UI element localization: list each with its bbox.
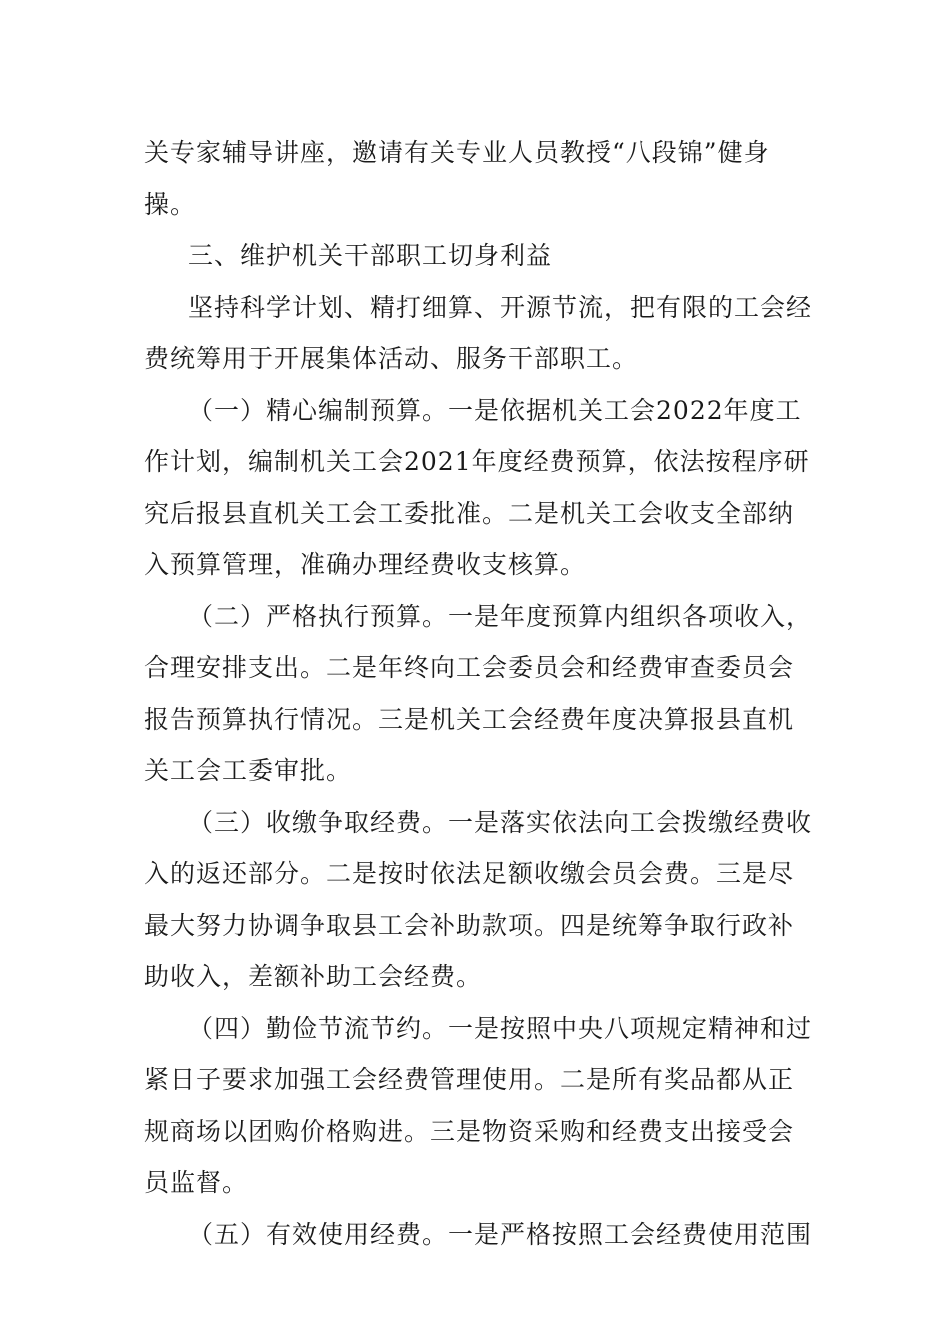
text-line: 三、维护机关干部职工切身利益	[188, 241, 553, 270]
text-line: 规商场以团购价格购进。三是物资采购和经费支出接受会	[144, 1116, 795, 1146]
text-line: 入的返还部分。二是按时依法足额收缴会员会费。三是尽	[144, 859, 795, 888]
text-line: （五）有效使用经费。一是严格按照工会经费使用范围	[188, 1219, 813, 1249]
text-line: 紧日子要求加强工会经费管理使用。二是所有奖品都从正	[144, 1065, 795, 1094]
text-line: （四）勤俭节流节约。一是按照中央八项规定精神和过	[188, 1013, 813, 1043]
text-line: （二）严格执行预算。一是年度预算内组织各项收入，	[188, 601, 813, 631]
text-line: 操。	[144, 189, 197, 219]
text-line: 究后报县直机关工会工委批准。二是机关工会收支全部纳	[144, 498, 795, 528]
text-line: 入预算管理，准确办理经费收支核算。	[144, 550, 587, 579]
text-line: 合理安排支出。二是年终向工会委员会和经费审查委员会	[144, 653, 795, 682]
text-line: 助收入，差额补助工会经费。	[144, 962, 483, 991]
text-line: 最大努力协调争取县工会补助款项。四是统筹争取行政补	[144, 910, 795, 940]
document-body	[144, 127, 814, 1260]
text-line: 坚持科学计划、精打细算、开源节流，把有限的工会经	[188, 292, 813, 322]
text-line: 员监督。	[144, 1168, 249, 1197]
text-line: 报告预算执行情况。三是机关工会经费年度决算报县直机	[144, 704, 795, 734]
text-line: 作计划，编制机关工会2021年度经费预算，依法按程序研	[144, 447, 810, 476]
text-line: 关工会工委审批。	[144, 756, 353, 785]
text-line: （三）收缴争取经费。一是落实依法向工会拨缴经费收	[188, 807, 813, 837]
text-line: 关专家辅导讲座，邀请有关专业人员教授“八段锦”健身	[144, 138, 770, 167]
text-line: 费统筹用于开展集体活动、服务干部职工。	[144, 344, 639, 373]
text-line: （一）精心编制预算。一是依据机关工会2022年度工	[188, 395, 802, 425]
